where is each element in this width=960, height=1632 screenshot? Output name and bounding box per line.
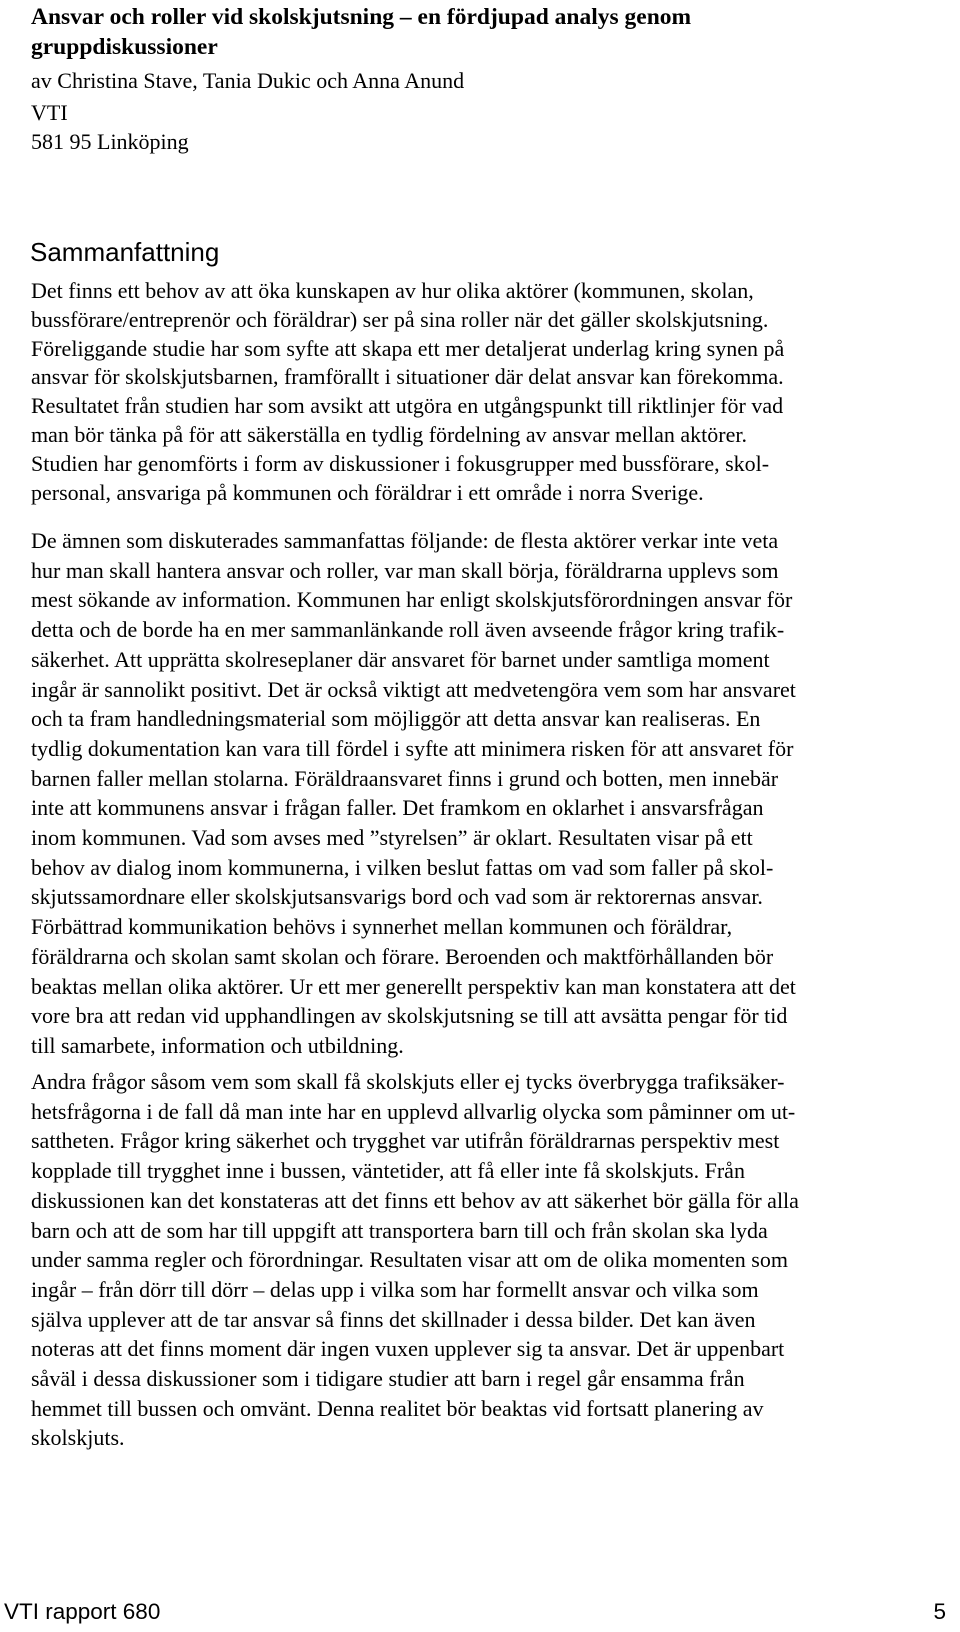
text-line: skolskjuts. <box>31 1425 125 1451</box>
document-title <box>31 2 931 62</box>
text-line: ansvar för skolskjutsbarnen, framförallt i situationer där delat ansvar kan förekomma. <box>31 364 784 390</box>
authors: av Christina Stave, Tania Dukic och Anna Anund <box>31 68 465 93</box>
text-line: själva upplever att de tar ansvar så finns det skillnader i dessa bilder. Det kan även <box>31 1306 756 1332</box>
text-line: till samarbete, information och utbildning. <box>31 1032 404 1058</box>
summary-paragraph-1 <box>31 277 931 507</box>
text-line: noteras att det finns moment där ingen vuxen upplever sig ta ansvar. Det är uppenbart <box>31 1336 785 1362</box>
text-line: hemmet till bussen och omvänt. Denna realitet bör beaktas vid fortsatt planering av <box>31 1395 764 1421</box>
text-line: tydlig dokumentation kan vara till fördel i syfte att minimera risken för att ansvaret för <box>31 735 794 761</box>
text-line: Andra frågor såsom vem som skall få skolskjuts eller ej tycks överbrygga trafiksäker- <box>31 1069 785 1094</box>
text-line: ingår – från dörr till dörr – delas upp i vilka som har formellt ansvar och vilka som <box>31 1276 759 1302</box>
text-line: inte att kommunens ansvar i frågan faller. Det framkom en oklarhet i ansvarsfrågan <box>31 795 764 821</box>
text-line: skjutssamordnare eller skolskjutsansvarigs bord och vad som är rektorernas ansvar. <box>31 884 763 910</box>
text-line: bussförare/entreprenör och föräldrar) ser på sina roller när det gäller skolskjutsning. <box>31 306 769 332</box>
page-number: 5 <box>933 1599 946 1624</box>
text-line: barnen faller mellan stolarna. Föräldraansvaret finns i grund och botten, men innebär <box>31 765 779 791</box>
text-line: hetsfrågorna i de fall då man inte har en upplevd allvarlig olycka som påminner om ut- <box>31 1098 796 1124</box>
text-line: och ta fram handledningsmaterial som möjliggör att detta ansvar kan realiseras. En <box>31 706 761 732</box>
text-line: barn och att de som har till uppgift att transportera barn till och från skolan ska lyda <box>31 1217 768 1243</box>
text-line: under samma regler och förordningar. Resultaten visar att om de olika momenten som <box>31 1247 788 1273</box>
document-title-line: Ansvar och roller vid skolskjutsning – en fördjupad analys genom <box>31 4 692 30</box>
text-line: inom kommunen. Vad som avses med ”styrelsen” är oklart. Resultaten visar på ett <box>31 825 753 851</box>
text-line: föräldrarna och skolan samt skolan och förare. Beroenden och maktförhållanden bör <box>31 943 774 969</box>
text-line: man bör tänka på för att säkerställa en tydlig fördelning av ansvar mellan aktörer. <box>31 421 747 447</box>
text-line: diskussionen kan det konstateras att det finns ett behov av att säkerhet bör gälla för alla <box>31 1187 799 1213</box>
document-title-line: gruppdiskussioner <box>31 34 218 60</box>
text-line: såväl i dessa diskussioner som i tidigare studier att barn i regel går ensamma från <box>31 1366 745 1392</box>
text-line: vore bra att redan vid upphandlingen av skolskjutsning se till att avsätta pengar för tid <box>31 1003 788 1029</box>
summary-paragraph-2 <box>31 526 931 1061</box>
text-line: sattheten. Frågor kring säkerhet och trygghet var utifrån föräldrarnas perspektiv mest <box>31 1128 780 1154</box>
text-line: detta och de borde ha en mer sammanlänkande roll även avseende frågor kring trafik- <box>31 617 785 643</box>
section-heading: Sammanfattning <box>30 237 220 267</box>
text-line: personal, ansvariga på kommunen och föräldrar i ett område i norra Sverige. <box>31 479 704 505</box>
text-line: Det finns ett behov av att öka kunskapen av hur olika aktörer (kommunen, skolan, <box>31 278 754 303</box>
text-line: mest sökande av information. Kommunen har enligt skolskjutsförordningen ansvar för <box>31 587 793 613</box>
text-line: Resultatet från studien har som avsikt att utgöra en utgångspunkt till riktlinjer för vad <box>31 393 784 419</box>
text-line: Studien har genomförts i form av diskussioner i fokusgrupper med bussförare, skol- <box>31 450 770 476</box>
summary-paragraph-3 <box>31 1067 931 1453</box>
text-line: Förbättrad kommunikation behövs i synnerhet mellan kommunen och föräldrar, <box>31 914 733 940</box>
text-line: Föreliggande studie har som syfte att skapa ett mer detaljerat underlag kring synen på <box>31 335 785 361</box>
organization: VTI <box>31 100 68 125</box>
text-line: kopplade till trygghet inne i bussen, väntetider, att få eller inte få skolskjuts. Från <box>31 1158 745 1184</box>
text-line: beaktas mellan olika aktörer. Ur ett mer generellt perspektiv kan man konstatera att det <box>31 973 796 999</box>
report-name: VTI rapport 680 <box>4 1599 161 1624</box>
text-line: säkerhet. Att upprätta skolreseplaner där ansvaret för barnet under samtliga moment <box>31 646 770 672</box>
text-line: ingår är sannolikt positivt. Det är också viktigt att medvetengöra vem som har ansvaret <box>31 676 796 702</box>
text-line: behov av dialog inom kommunerna, i vilken beslut fattas om vad som faller på skol- <box>31 854 774 880</box>
address: 581 95 Linköping <box>31 129 189 154</box>
text-line: hur man skall hantera ansvar och roller, var man skall börja, föräldrarna upplevs som <box>31 557 779 583</box>
text-line: De ämnen som diskuterades sammanfattas följande: de flesta aktörer verkar inte veta <box>31 528 779 553</box>
